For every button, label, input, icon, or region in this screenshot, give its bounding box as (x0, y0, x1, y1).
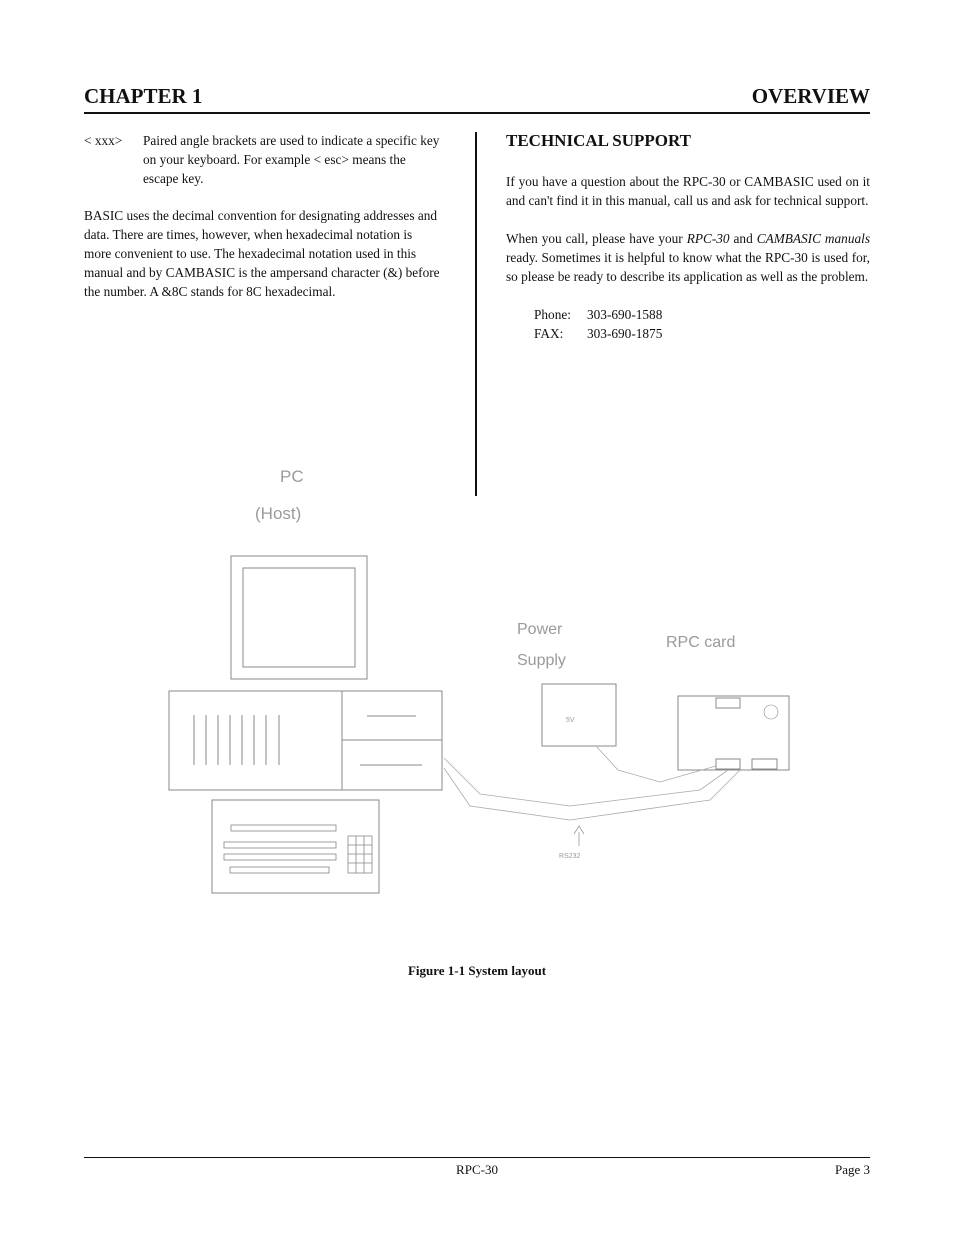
rs232-label: RS232 (559, 853, 581, 860)
support-paragraph-1: If you have a question about the RPC-30 or CAMBASIC used on it and can't find it in this manual, call us and ask for technical support. (506, 174, 870, 208)
p2-italic-manuals: CAMBASIC manuals (756, 231, 870, 246)
pc-label: PC (280, 467, 304, 486)
hex-notation-paragraph: BASIC uses the decimal convention for designating addresses and data. There are times, however, when hexadecimal notation is more convenient to use. The hexadecimal notation used in this manual and by CAMBASIC is the ampersand character (&) before the number. A &8C stands for 8C hexadecimal. (84, 208, 440, 299)
figure-caption: Figure 1-1 System layout (407, 963, 547, 978)
p2-middle: and (729, 231, 757, 246)
host-label: (Host) (255, 504, 302, 523)
footer-page-number: Page 3 (834, 1162, 870, 1177)
p2-after: ready. Sometimes it is helpful to know what the RPC-30 is used for, so please be ready to describe its application as well as the problem. (506, 250, 870, 284)
chapter-title: OVERVIEW (751, 84, 870, 108)
rs232-arrow-icon (574, 826, 584, 846)
page-footer (84, 1157, 870, 1177)
phone-label: Phone: (534, 307, 571, 322)
fax-label: FAX: (534, 326, 564, 341)
supply-label: Supply (517, 652, 566, 669)
computer-case-icon (169, 691, 442, 790)
chapter-label: CHAPTER 1 (84, 84, 203, 108)
section-heading: TECHNICAL SUPPORT (506, 131, 692, 150)
rpc-card-label: RPC card (666, 634, 736, 651)
definition-term: < xxx> (84, 133, 123, 148)
monitor-icon (231, 556, 367, 679)
phone-value: 303-690-1588 (587, 307, 663, 322)
footer-product: RPC-30 (456, 1162, 498, 1177)
definition-description: Paired angle brackets are used to indicate a specific key on your keyboard. For example < esc> means the escape key. (143, 133, 440, 186)
power-supply-icon (542, 684, 616, 746)
keyboard-icon (212, 800, 379, 893)
five-volt-label: 5V (566, 717, 575, 724)
rpc-card-icon (678, 696, 789, 770)
power-label: Power (517, 621, 563, 638)
cable-lines (444, 746, 740, 820)
p2-italic-rpc: RPC-30 (686, 231, 730, 246)
p2-before: When you call, please have your (506, 231, 687, 246)
fax-value: 303-690-1875 (587, 326, 663, 341)
